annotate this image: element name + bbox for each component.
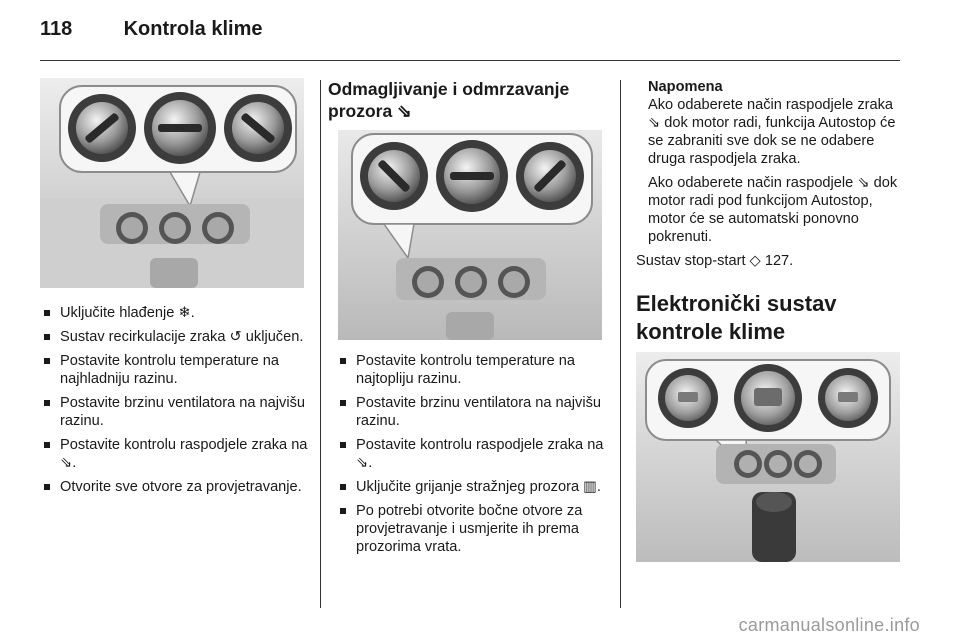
bullet-icon — [340, 442, 346, 448]
climate-control-photo-2 — [338, 130, 602, 340]
bullet-icon — [340, 508, 346, 514]
bullet-icon — [340, 400, 346, 406]
header-rule — [40, 60, 900, 61]
list-item: Uključite hlađenje ❄. — [44, 304, 310, 322]
list-item: Otvorite sve otvore za provjetravanje. — [44, 478, 310, 496]
list-item: Postavite kontrolu temperature na najtopliju razinu. — [340, 352, 606, 388]
list-item: Postavite kontrolu temperature na najhladniju razinu. — [44, 352, 310, 388]
bullet-icon — [44, 358, 50, 364]
list-item: Uključite grijanje stražnjeg prozora ▥. — [340, 478, 606, 496]
note-title: Napomena — [648, 79, 723, 95]
section-heading-defrost: Odmagljivanje i odmrzavanje prozora ⇘ — [328, 79, 570, 121]
bullet-icon — [340, 358, 346, 364]
section-heading-electronic-climate: Elektronički sustav kontrole klime — [636, 291, 837, 344]
bullet-icon — [44, 334, 50, 340]
list-item: Postavite brzinu ventilatora na najvišu razinu. — [44, 394, 310, 430]
cooling-steps-list — [44, 304, 310, 502]
cross-reference[interactable]: Sustav stop-start ◇ 127. — [636, 253, 794, 269]
bullet-icon — [44, 442, 50, 448]
climate-control-photo-1 — [40, 78, 304, 288]
note-paragraph-2: Ako odaberete način raspodjele ⇘ dok motor radi pod funkcijom Autostop, motor će se automatski ponovno pokrenuti. — [648, 175, 898, 245]
bullet-icon — [44, 484, 50, 490]
bullet-icon — [44, 400, 50, 406]
bullet-icon — [44, 310, 50, 316]
column-divider — [620, 80, 621, 608]
page-number: 118 — [40, 18, 73, 40]
note-paragraph-1: Ako odaberete način raspodjele zraka ⇘ dok motor radi, funkcija Autostop će se zabraniti sve dok se ne odabere druga raspodjela zraka. — [648, 97, 896, 167]
list-item: Postavite kontrolu raspodjele zraka na ⇘. — [340, 436, 606, 472]
page-title: Kontrola klime — [123, 18, 263, 40]
note-block — [648, 78, 904, 246]
bullet-icon — [340, 484, 346, 490]
list-item: Sustav recirkulacije zraka ↺ uključen. — [44, 328, 310, 346]
list-item: Po potrebi otvorite bočne otvore za provjetravanje i usmjerite ih prema prozorima vrata. — [340, 502, 606, 556]
defrost-steps-list — [340, 352, 606, 562]
watermark: carmanualsonline.info — [738, 615, 920, 635]
electronic-climate-photo — [636, 352, 900, 562]
page-header — [40, 18, 262, 41]
column-divider — [320, 80, 321, 608]
list-item: Postavite brzinu ventilatora na najvišu razinu. — [340, 394, 606, 430]
list-item: Postavite kontrolu raspodjele zraka na ⇘. — [44, 436, 310, 472]
